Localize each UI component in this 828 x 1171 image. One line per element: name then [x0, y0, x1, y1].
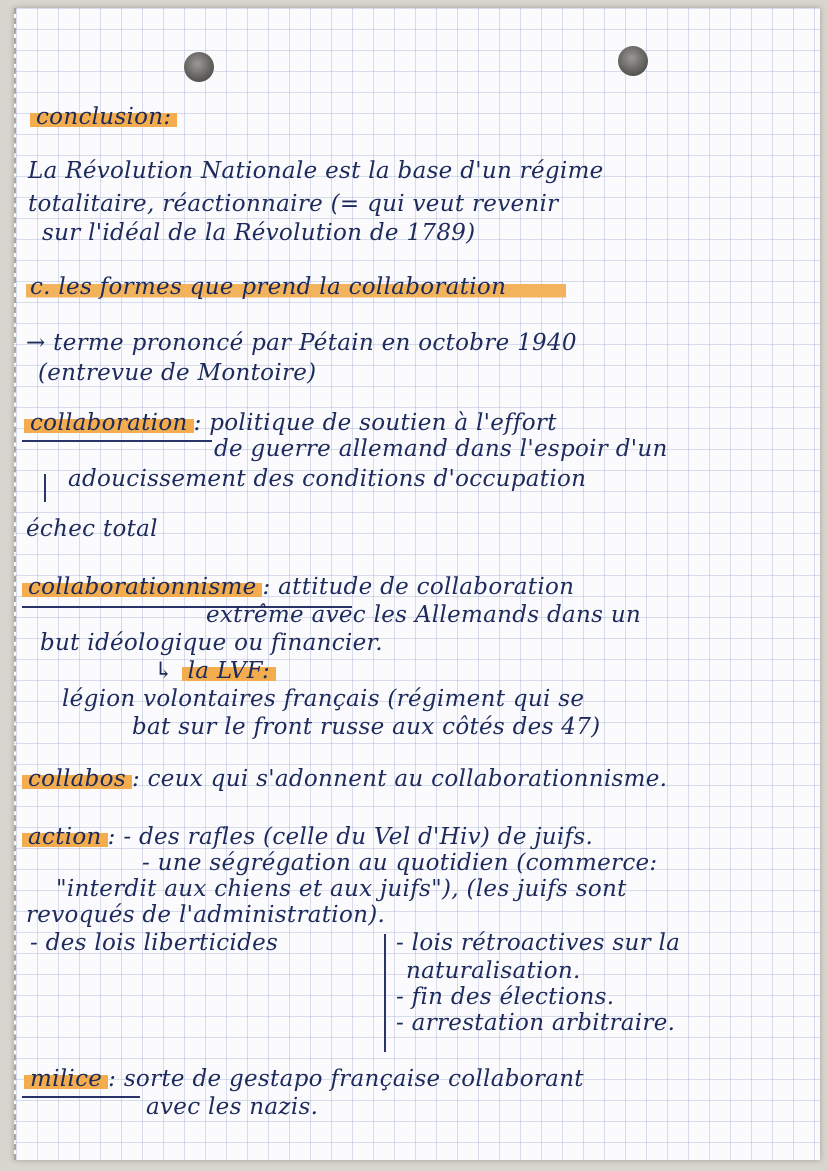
action-label: action — [22, 824, 108, 850]
lois-line-4: - arrestation arbitraire. — [396, 1010, 676, 1036]
milice-underline — [22, 1096, 140, 1098]
action-line-5: - des lois liberticides — [30, 930, 279, 956]
action-line-2: - une ségrégation au quotidien (commerce: — [142, 850, 658, 876]
milice-line-1: milice : sorte de gestapo française collaborant — [24, 1066, 584, 1092]
collaboration-line-2: de guerre allemand dans l'espoir d'un — [214, 436, 668, 462]
conclusion-heading — [30, 104, 177, 130]
lois-bracket — [384, 934, 386, 1052]
notebook-page — [14, 8, 820, 1160]
lvf-line-2: bat sur le front russe aux côtés des 47) — [132, 714, 601, 740]
collaboration-underline — [22, 440, 212, 442]
punch-hole-right — [618, 46, 648, 76]
punch-hole-left — [184, 52, 214, 82]
collaborationnisme-line-3: but idéologique ou financier. — [40, 630, 383, 656]
collabos-label: collabos — [22, 766, 132, 792]
lvf-heading — [154, 658, 276, 684]
milice-label: milice — [24, 1066, 108, 1092]
arrow-icon: ↳ — [154, 658, 174, 684]
echec-total: échec total — [26, 516, 158, 542]
action-line-1: action : - des rafles (celle du Vel d'Hiv) de juifs. — [22, 824, 593, 850]
lvf-label: la LVF: — [182, 658, 277, 684]
action-line-3: "interdit aux chiens et aux juifs"), (les juifs sont — [56, 876, 627, 902]
action-line-4: revoqués de l'administration). — [26, 902, 386, 928]
lois-line-2: naturalisation. — [406, 958, 581, 984]
lois-line-3: - fin des élections. — [396, 984, 615, 1010]
collabos-line: collabos : ceux qui s'adonnent au collaborationnisme. — [22, 766, 667, 792]
collaborationnisme-line-1: collaborationnisme : attitude de collaboration — [22, 574, 574, 600]
conclusion-line-2: totalitaire, réactionnaire (= qui veut revenir — [28, 191, 559, 217]
term-origin-line-1: → terme prononcé par Pétain en octobre 1940 — [26, 330, 577, 356]
collaboration-line-3: adoucissement des conditions d'occupation — [68, 466, 587, 492]
milice-line-2: avec les nazis. — [146, 1094, 319, 1120]
conclusion-line-1: La Révolution Nationale est la base d'un régime — [28, 158, 604, 184]
lvf-line-1: légion volontaires français (régiment qui se — [62, 686, 585, 712]
collaboration-line-1: collaboration : politique de soutien à l'effort — [24, 410, 557, 436]
collaborationnisme-label: collaborationnisme — [22, 574, 262, 600]
section-c-title: c. les formes que prend la collaboration — [26, 274, 566, 300]
conclusion-line-3: sur l'idéal de la Révolution de 1789) — [42, 220, 476, 246]
collaboration-label: collaboration — [24, 410, 194, 436]
term-origin-line-2: (entrevue de Montoire) — [38, 360, 317, 386]
collaborationnisme-line-2: extrême avec les Allemands dans un — [206, 602, 642, 628]
lois-line-1: - lois rétroactives sur la — [396, 930, 681, 956]
collaboration-bar — [44, 474, 46, 502]
conclusion-label: conclusion: — [30, 104, 177, 130]
